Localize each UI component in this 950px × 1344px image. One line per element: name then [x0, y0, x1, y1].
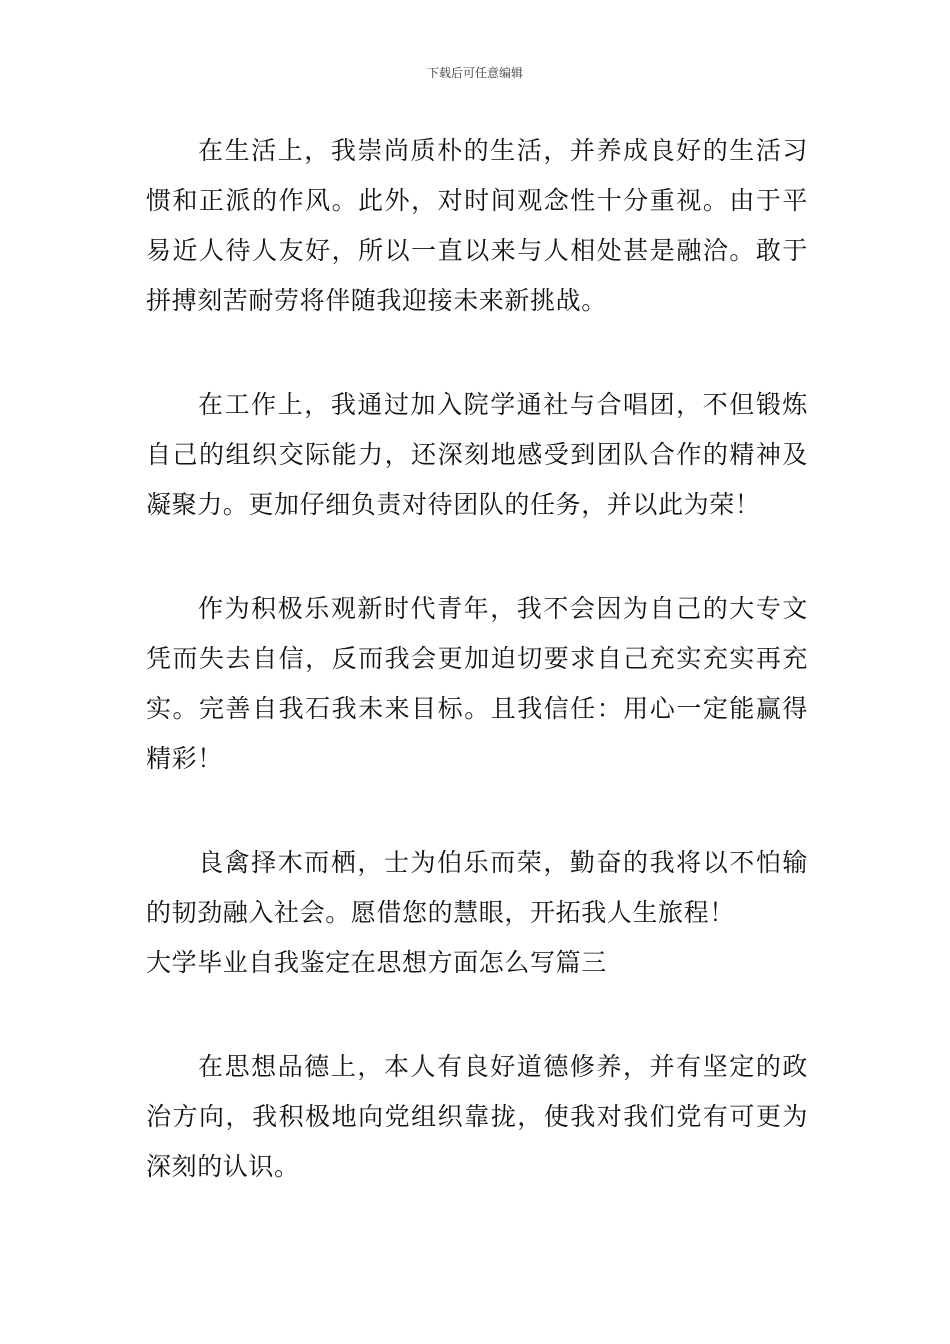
paragraph-gap: [146, 988, 808, 1042]
paragraph-confidence: 作为积极乐观新时代青年，我不会因为自己的大专文凭而失去自信，反而我会更加迫切要求自己充实充实再充实。完善自我石我未来目标。且我信任：用心一定能赢得精彩！: [146, 594, 808, 773]
section-heading: 大学毕业自我鉴定在思想方面怎么写篇三: [146, 948, 607, 977]
paragraph-ideology: 在思想品德上，本人有良好道德修养，并有坚定的政治方向，我积极地向党组织靠拢，使我对我们党有可更为深刻的认识。: [146, 1052, 808, 1181]
paragraph-gap: [146, 784, 808, 838]
document-body: [146, 126, 808, 1192]
paragraph-work: 在工作上，我通过加入院学通社与合唱团，不但锻炼自己的组织交际能力，还深刻地感受到团队合作的精神及凝聚力。更加仔细负责对待团队的任务，并以此为荣！: [146, 390, 808, 519]
paragraph-closing: 良禽择木而栖，士为伯乐而荣，勤奋的我将以不怕输的韧劲融入社会。愿借您的慧眼，开拓我人生旅程！: [146, 848, 808, 927]
page-header: 下载后可任意编辑: [426, 66, 523, 80]
paragraph-gap: [146, 530, 808, 584]
paragraph-gap: [146, 326, 808, 380]
paragraph-life: 在生活上，我崇尚质朴的生活，并养成良好的生活习惯和正派的作风。此外，对时间观念性十分重视。由于平易近人待人友好，所以一直以来与人相处甚是融洽。敢于拼搏刻苦耐劳将伴随我迎接未来新挑战。: [146, 136, 808, 315]
